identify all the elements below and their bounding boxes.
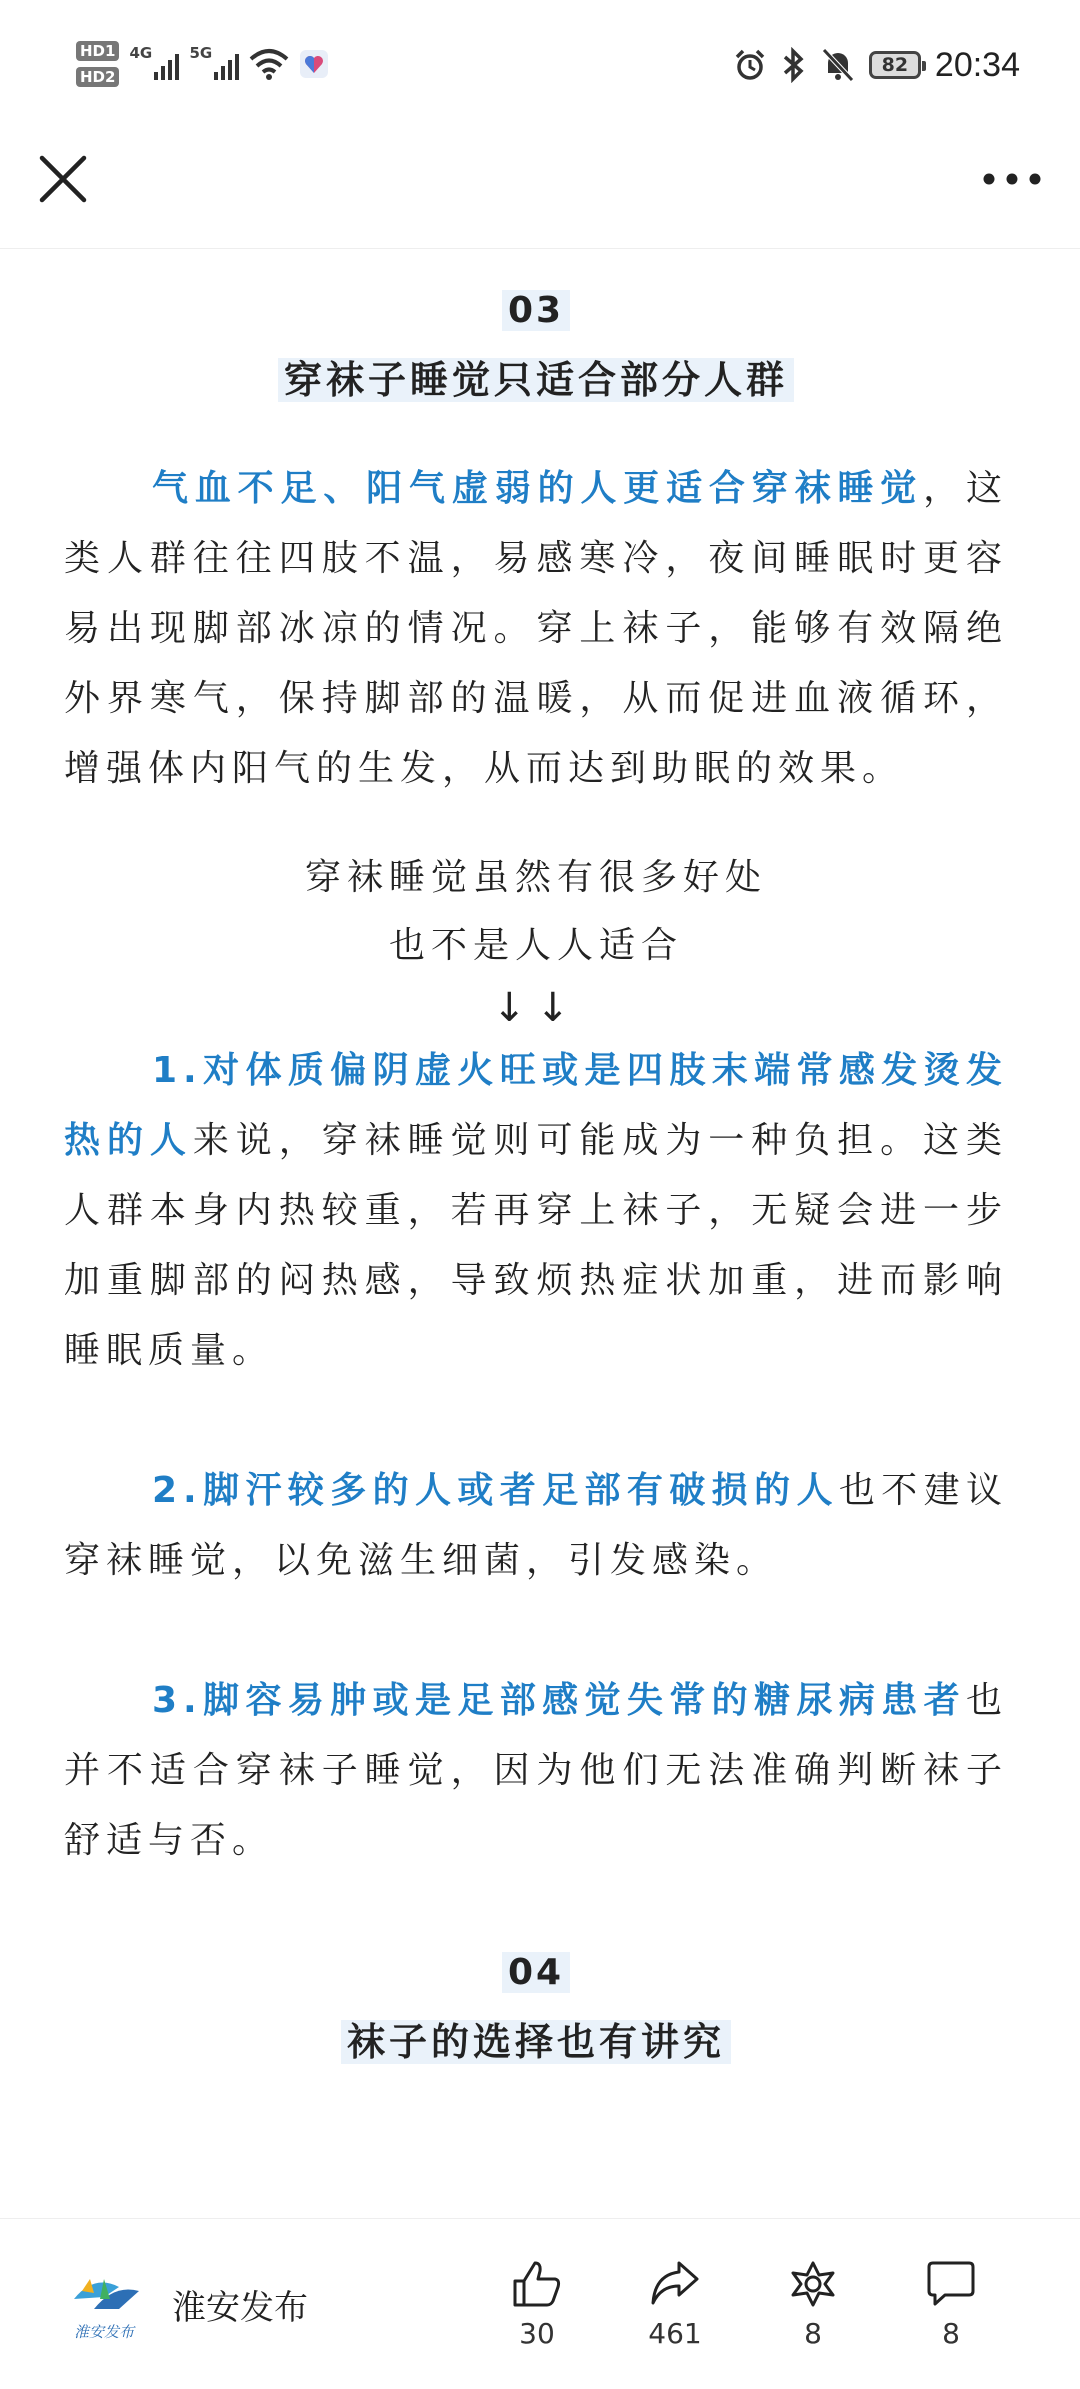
like-button[interactable] [492, 2259, 582, 2350]
favorite-button[interactable] [768, 2259, 858, 2350]
center-line: 穿袜睡觉虽然有很多好处 [304, 857, 767, 898]
share-icon [649, 2259, 701, 2309]
logo-text: 淮安发布 [73, 2323, 134, 2341]
paragraph: 3.脚容易肿或是足部感觉失常的糖尿病患者也并不适合穿袜子睡觉，因为他们无法准确判断袜子舒适与否。 [64, 1680, 1008, 1861]
section-number: 03 [64, 290, 1008, 340]
center-line: 也不是人人适合 [388, 925, 683, 966]
thumbs-up-icon [511, 2259, 563, 2309]
section-title: 穿袜子睡觉只适合部分人群 [64, 350, 1008, 410]
section-number: 04 [64, 1952, 1008, 2002]
signal-5g-icon: 5G [189, 44, 239, 84]
alarm-icon [733, 48, 767, 82]
more-icon [982, 172, 1042, 186]
favorite-count: 8 [804, 2317, 822, 2350]
source-account[interactable] [64, 2269, 308, 2339]
close-icon [38, 154, 88, 204]
clock: 20:34 [934, 45, 1020, 84]
share-count: 461 [648, 2317, 702, 2350]
highlight-text: 2.脚汗较多的人或者足部有破损的人 [152, 1470, 839, 1511]
source-logo [64, 2269, 144, 2339]
paragraph: 2.脚汗较多的人或者足部有破损的人也不建议穿袜睡觉，以免滋生细菌，引发感染。 [64, 1470, 1008, 1581]
top-nav [0, 130, 1080, 249]
like-count: 30 [519, 2317, 555, 2350]
down-arrows: ↓↓ [492, 985, 580, 1031]
highlight-text: 3.脚容易肿或是足部感觉失常的糖尿病患者 [152, 1680, 966, 1721]
share-button[interactable] [630, 2259, 720, 2350]
wifi-icon [249, 47, 289, 81]
hd-indicators [76, 41, 119, 87]
mute-icon [821, 47, 855, 83]
comment-count: 8 [942, 2317, 960, 2350]
bottom-action-bar [0, 2218, 1080, 2389]
hd1-badge: HD1 [76, 41, 119, 61]
more-button[interactable] [972, 144, 1052, 214]
highlight-text: 1.对体质偏阴虚火旺或是四肢末端常感发烫发热的人 [64, 1050, 1008, 1161]
star-icon [787, 2259, 839, 2309]
comment-button[interactable] [906, 2259, 996, 2350]
comment-icon [925, 2259, 977, 2309]
signal-4g-icon: 4G [129, 44, 179, 84]
close-button[interactable] [28, 144, 98, 214]
hd2-badge: HD2 [76, 67, 119, 87]
section-title: 袜子的选择也有讲究 [64, 2012, 1008, 2072]
paragraph: 1.对体质偏阴虚火旺或是四肢末端常感发烫发热的人来说，穿袜睡觉则可能成为一种负担。这类人群本身内热较重，若再穿上袜子，无疑会进一步加重脚部的闷热感，导致烦热症状加重，进而影响睡眠质量。 [64, 1050, 1008, 1371]
logo-mark-icon [64, 2269, 144, 2319]
heart-app-icon [299, 49, 329, 79]
battery-indicator: 82 [869, 51, 921, 79]
article-body [64, 270, 1008, 2072]
status-bar [0, 0, 1080, 130]
bluetooth-icon [781, 47, 807, 83]
highlight-text: 气血不足、阳气虚弱的人更适合穿袜睡觉 [152, 468, 924, 509]
source-name: 淮安发布 [172, 2287, 308, 2328]
paragraph: 气血不足、阳气虚弱的人更适合穿袜睡觉，这类人群往往四肢不温，易感寒冷，夜间睡眠时更容易出现脚部冰凉的情况。穿上袜子，能够有效隔绝外界寒气，保持脚部的温暖，从而促进血液循环，增强体内阳气的生发，从而达到助眠的效果。 [64, 468, 1008, 789]
